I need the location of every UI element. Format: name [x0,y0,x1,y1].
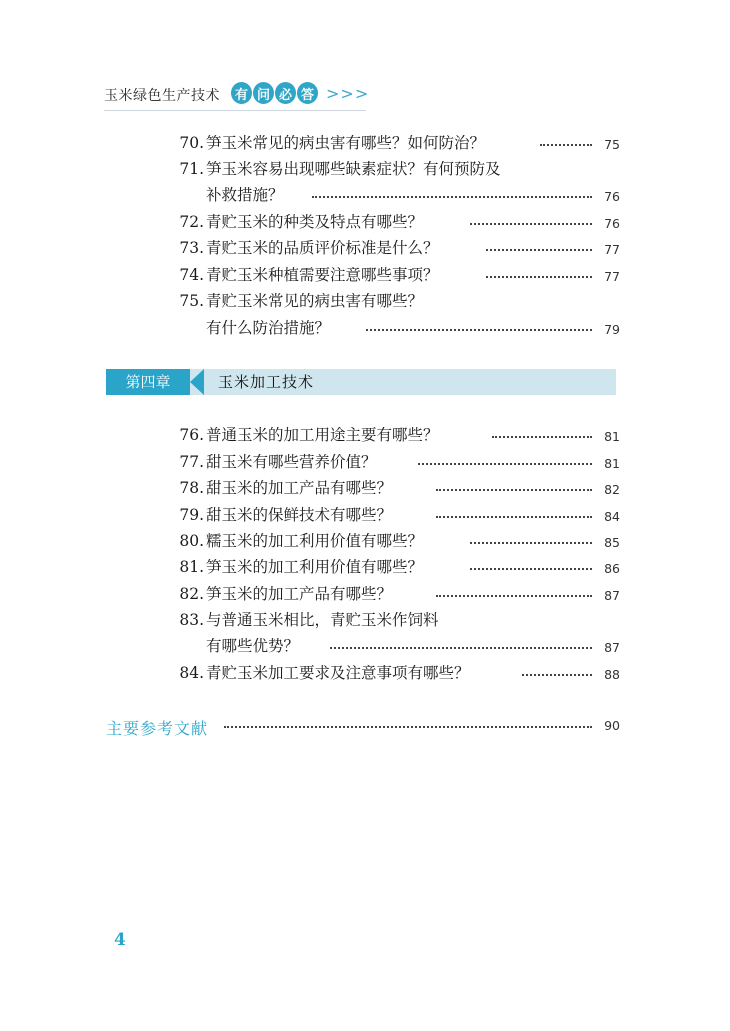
folio: 4 [114,930,126,950]
page-number: 84 [604,509,620,524]
entry-number: 77. [179,453,204,471]
entry-title: 糯玉米的加工利用价值有哪些？ [206,532,424,550]
chapter-title: 玉米加工技术 [218,373,315,391]
chapter-label: 第四章 [106,369,190,395]
page-number: 86 [604,561,620,576]
entry-title: 普通玉米的加工用途主要有哪些？ [206,426,439,444]
entry-title: 笋玉米容易出现哪些缺素症状？有何预防及 [206,160,501,178]
page-number: 87 [604,640,620,655]
page-number: 85 [604,535,620,550]
series-badge [231,82,318,106]
leader-dots [470,223,592,225]
chapter-arrow [190,369,204,395]
leader-dots [486,276,592,278]
leader-dots [486,249,592,251]
leader-dots [224,726,592,728]
page-number: 77 [604,242,620,257]
page-number: 87 [604,588,620,603]
entry-number: 73. [179,239,204,257]
entry-title: 甜玉米有哪些营养价值？ [206,453,377,471]
entry-number: 79. [179,506,204,524]
running-header [104,78,370,110]
page-number: 81 [604,429,620,444]
leader-dots [470,542,592,544]
leader-dots [418,463,592,465]
badge-char: 答 [297,82,318,104]
chevrons-icon: >>> [326,84,370,103]
page-number: 90 [604,718,620,733]
entry-number: 71. [179,160,204,178]
leader-dots [540,144,592,146]
leader-dots [436,595,592,597]
leader-dots [366,329,592,331]
entry-title: 有哪些优势？ [206,637,300,655]
page-number: 79 [604,322,620,337]
entry-number: 75. [179,292,204,310]
leader-dots [436,516,592,518]
leader-dots [470,568,592,570]
entry-title: 甜玉米的保鲜技术有哪些？ [206,506,393,524]
page-number: 88 [604,667,620,682]
entry-number: 83. [179,611,204,629]
entry-number: 76. [179,426,204,444]
page-number: 77 [604,269,620,284]
badge-char: 有 [231,82,252,104]
header-rule [104,110,366,111]
entry-number: 70. [179,134,204,152]
entry-title: 笋玉米的加工利用价值有哪些？ [206,558,424,576]
page-number: 76 [604,216,620,231]
entry-title: 青贮玉米种植需要注意哪些事项？ [206,266,439,284]
chapter-heading [106,369,616,395]
references-entry [106,716,208,739]
entry-title: 青贮玉米加工要求及注意事项有哪些？ [206,664,470,682]
leader-dots [330,647,592,649]
book-title: 玉米绿色生产技术 [104,88,220,104]
references-label: 主要参考文献 [106,719,209,738]
leader-dots [492,436,592,438]
leader-dots [522,674,592,676]
entry-title: 有什么防治措施？ [206,319,331,337]
entry-title: 青贮玉米常见的病虫害有哪些？ [206,292,424,310]
entry-number: 80. [179,532,204,550]
leader-dots [312,196,592,198]
entry-number: 72. [179,213,204,231]
leader-dots [436,489,592,491]
entry-title: 笋玉米的加工产品有哪些？ [206,585,393,603]
entry-number: 74. [179,266,204,284]
entry-title: 甜玉米的加工产品有哪些？ [206,479,393,497]
page-number: 82 [604,482,620,497]
badge-char: 必 [275,82,296,104]
entry-number: 82. [179,585,204,603]
entry-number: 84. [179,664,204,682]
entry-number: 81. [179,558,204,576]
entry-title: 青贮玉米的品质评价标准是什么？ [206,239,439,257]
page-number: 76 [604,189,620,204]
entry-title: 笋玉米常见的病虫害有哪些？如何防治？ [206,134,486,152]
page-number: 81 [604,456,620,471]
entry-number: 78. [179,479,204,497]
badge-char: 问 [253,82,274,104]
entry-title: 补救措施？ [206,186,284,204]
page-number: 75 [604,137,620,152]
entry-title: 与普通玉米相比，青贮玉米作饲料 [206,611,439,629]
entry-title: 青贮玉米的种类及特点有哪些？ [206,213,424,231]
